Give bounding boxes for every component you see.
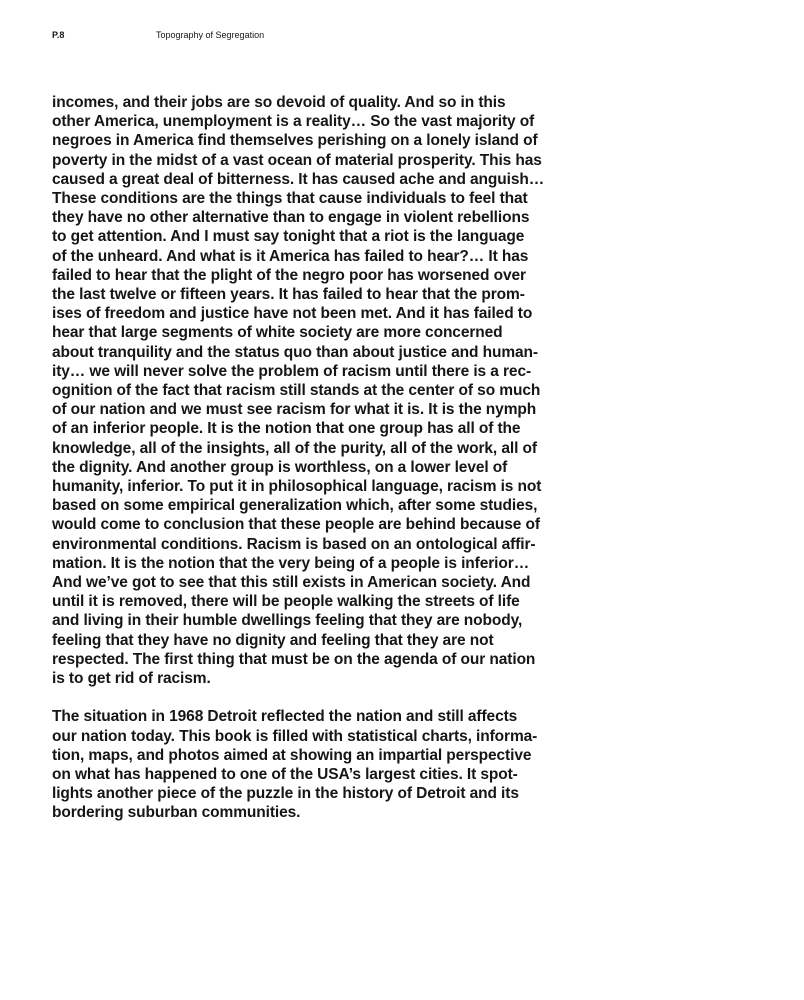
page-header bbox=[52, 28, 752, 42]
quote-line: ity… we will never solve the problem of racism until there is a rec- bbox=[52, 362, 532, 380]
page-number: P.8 bbox=[52, 30, 65, 40]
quote-line: ognition of the fact that racism still stands at the center of so much bbox=[52, 382, 541, 400]
running-title: Topography of Segregation bbox=[156, 30, 265, 40]
quote-line: of an inferior people. It is the notion that one group has all of the bbox=[52, 420, 521, 438]
quote-line: poverty in the midst of a vast ocean of material prosperity. This has bbox=[52, 151, 542, 169]
quote-line: incomes, and their jobs are so devoid of quality. And so in this bbox=[52, 94, 506, 111]
closing-paragraph bbox=[52, 707, 592, 822]
quote-line: respected. The first thing that must be on the agenda of our nation bbox=[52, 650, 536, 668]
quote-line: the last twelve or fifteen years. It has failed to hear that the prom- bbox=[52, 286, 525, 304]
quote-line: environmental conditions. Racism is based on an ontological affir- bbox=[52, 535, 536, 553]
quote-line: they have no other alternative than to engage in violent rebellions bbox=[52, 209, 530, 227]
quote-line: is to get rid of racism. bbox=[52, 670, 211, 688]
quote-line: negroes in America find themselves perishing on a lonely island of bbox=[52, 132, 538, 150]
quote-line: until it is removed, there will be people walking the streets of life bbox=[52, 593, 520, 611]
quote-line: of the unheard. And what is it America has failed to hear?… It has bbox=[52, 247, 529, 265]
closing-line: tion, maps, and photos aimed at showing an impartial perspective bbox=[52, 746, 532, 764]
quote-line: ises of freedom and justice have not been met. And it has failed to bbox=[52, 305, 533, 323]
closing-line: on what has happened to one of the USA’s largest cities. It spot- bbox=[52, 765, 518, 783]
quote-line: of our nation and we must see racism for what it is. It is the nymph bbox=[52, 401, 537, 419]
closing-line: our nation today. This book is filled with statistical charts, informa- bbox=[52, 727, 538, 745]
quote-line: the dignity. And another group is worthless, on a lower level of bbox=[52, 458, 508, 476]
quote-line: These conditions are the things that cause individuals to feel that bbox=[52, 190, 528, 208]
quote-line: humanity, inferior. To put it in philosophical language, racism is not bbox=[52, 478, 542, 496]
quote-line: based on some empirical generalization which, after some studies, bbox=[52, 497, 538, 515]
quote-line: caused a great deal of bitterness. It has caused ache and anguish… bbox=[52, 170, 545, 188]
closing-line: lights another piece of the puzzle in the history of Detroit and its bbox=[52, 785, 519, 803]
quote-line: knowledge, all of the insights, all of the purity, all of the work, all of bbox=[52, 439, 537, 457]
quote-line: feeling that they have no dignity and feeling that they are not bbox=[52, 631, 494, 649]
closing-line: bordering suburban communities. bbox=[52, 804, 301, 822]
closing-line: The situation in 1968 Detroit reflected the nation and still affects bbox=[52, 708, 518, 726]
quote-line: other America, unemployment is a reality… So the vast majority of bbox=[52, 113, 535, 131]
quote-line: failed to hear that the plight of the negro poor has worsened over bbox=[52, 266, 526, 284]
quote-line: to get attention. And I must say tonight that a riot is the language bbox=[52, 228, 525, 246]
quote-line: And we’ve got to see that this still exists in American society. And bbox=[52, 574, 531, 592]
quote-line: mation. It is the notion that the very being of a people is inferior… bbox=[52, 554, 530, 572]
quote-line: about tranquility and the status quo than about justice and human- bbox=[52, 343, 538, 361]
quote-paragraph bbox=[52, 93, 592, 688]
quote-line: hear that large segments of white society are more concerned bbox=[52, 324, 503, 342]
body-text bbox=[52, 93, 592, 823]
quote-line: would come to conclusion that these people are behind because of bbox=[52, 516, 540, 534]
quote-line: and living in their humble dwellings feeling that they are nobody, bbox=[52, 612, 523, 630]
